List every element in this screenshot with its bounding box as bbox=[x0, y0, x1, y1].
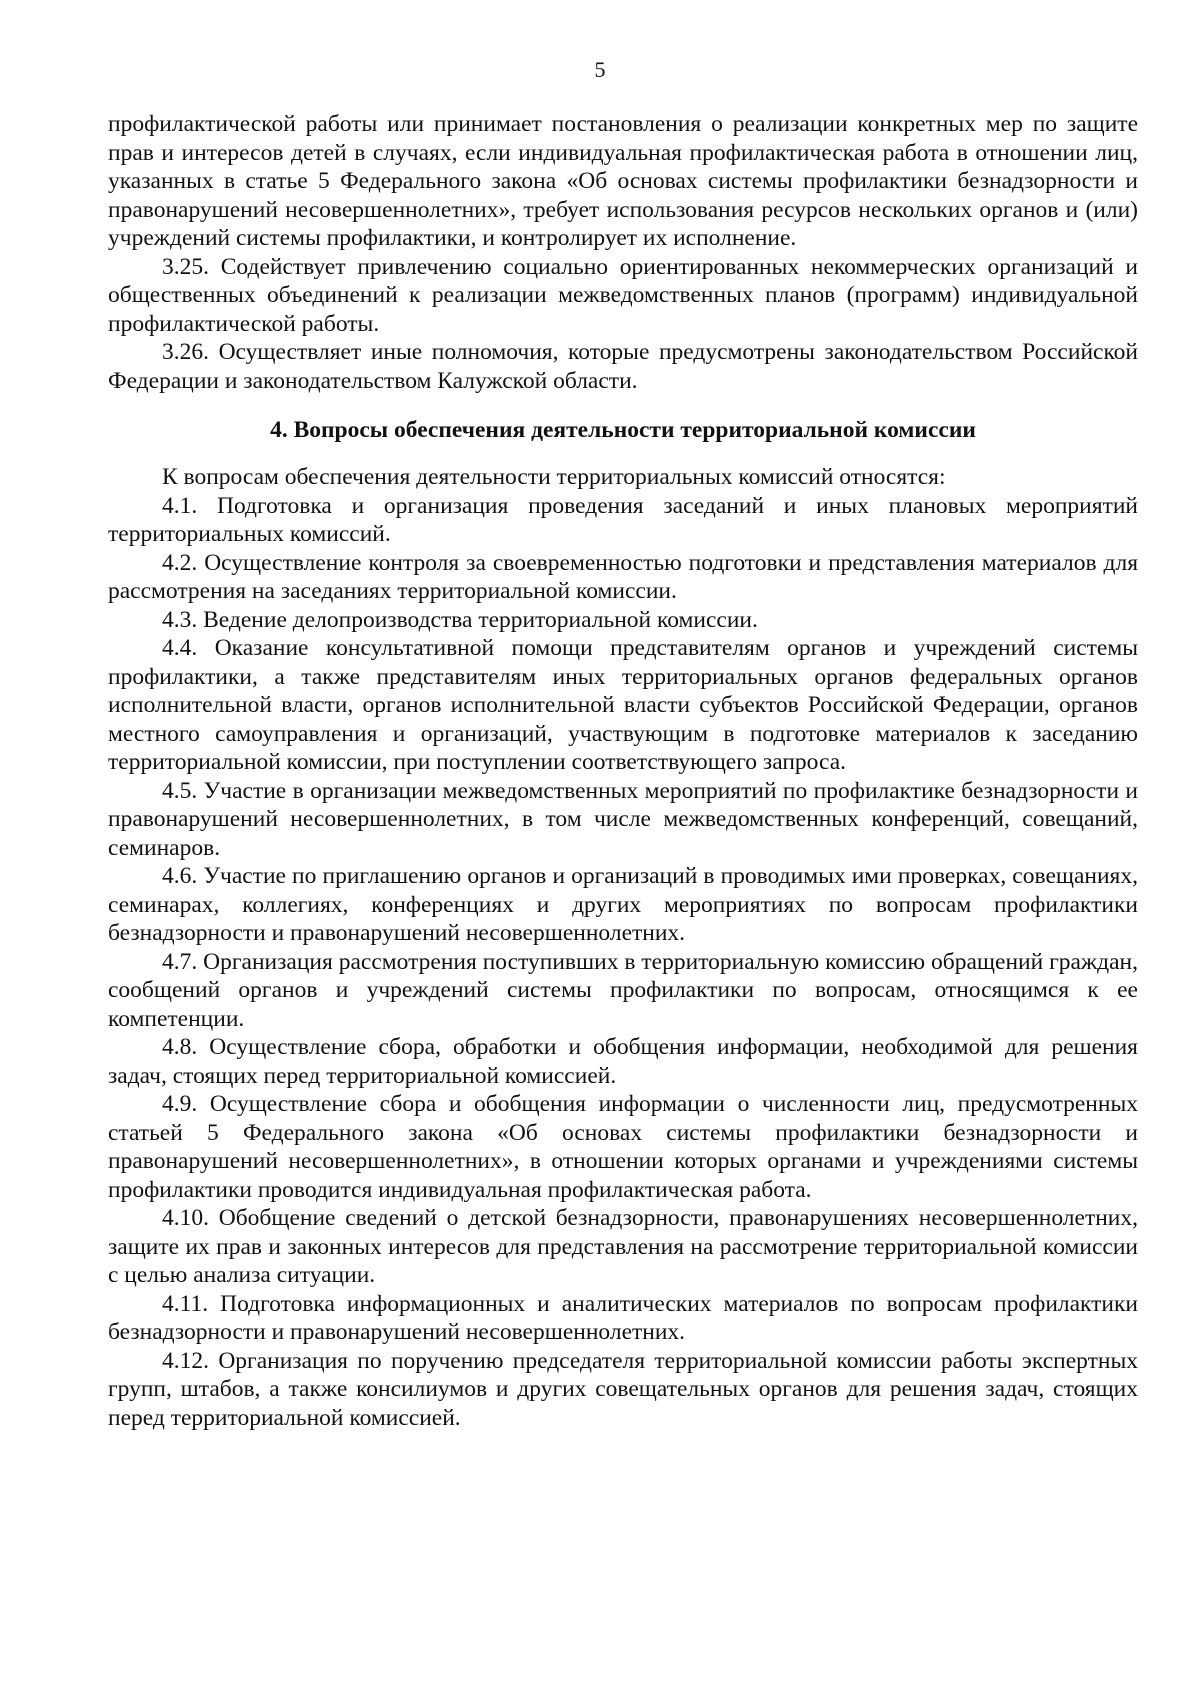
list-item: 4.4. Оказание консультативной помощи представителям органов и учреждений системы профилактики, а также представителям иных территориальных органов федеральных органов исполнительной власти, органов исполнительной власти субъектов Российской Федерации, органов местного самоуправления и организаций, участвующим в подготовке материалов к заседанию территориальной комиссии, при поступлении соответствующего запроса. bbox=[108, 635, 1138, 775]
list-item: 4.3. Ведение делопроизводства территориальной комиссии. bbox=[162, 606, 758, 633]
list-item: 4.11. Подготовка информационных и аналитических материалов по вопросам профилактики безнадзорности и правонарушений несовершеннолетних. bbox=[108, 1290, 1138, 1345]
section-intro: К вопросам обеспечения деятельности территориальных комиссий относятся: bbox=[162, 464, 946, 490]
section-heading: 4. Вопросы обеспечения деятельности территориальной комиссии bbox=[270, 417, 976, 443]
list-item: 4.10. Обобщение сведений о детской безнадзорности, правонарушениях несовершеннолетних, защите их прав и законных интересов для представления на рассмотрение территориальной комиссии с целью анализа ситуации. bbox=[108, 1205, 1138, 1288]
paragraph-3-26: 3.26. Осуществляет иные полномочия, которые предусмотрены законодательством Российской Федерации и законодательством Калужской области. bbox=[108, 339, 1138, 394]
list-item: 4.9. Осуществление сбора и обобщения информации о численности лиц, предусмотренных статьей 5 Федерального закона «Об основах системы профилактики безнадзорности и правонарушений несовершеннолетних», в отношении которых органами и учреждениями системы профилактики проводится индивидуальная профилактическая работа. bbox=[108, 1091, 1138, 1203]
page-number: 5 bbox=[594, 57, 606, 82]
list-item: 4.5. Участие в организации межведомственных мероприятий по профилактике безнадзорности и правонарушений несовершеннолетних, в том числе межведомственных конференций, совещаний, семинаров. bbox=[108, 777, 1138, 861]
list-item: 4.8. Осуществление сбора, обработки и обобщения информации, необходимой для решения задач, стоящих перед территориальной комиссией. bbox=[108, 1034, 1138, 1089]
document-body bbox=[108, 110, 1138, 1432]
list-item: 4.6. Участие по приглашению органов и организаций в проводимых ими проверках, совещаниях, семинарах, коллегиях, конференциях и других мероприятиях по вопросам профилактики безнадзорности и правонарушений несовершеннолетних. bbox=[108, 863, 1138, 946]
list-item: 4.1. Подготовка и организация проведения заседаний и иных плановых мероприятий территориальных комиссий. bbox=[108, 492, 1138, 547]
paragraph-3-25: 3.25. Содействует привлечению социально ориентированных некоммерческих организаций и общественных объединений к реализации межведомственных планов (программ) индивидуальной профилактической работы. bbox=[108, 253, 1138, 337]
section-items-list bbox=[108, 492, 1138, 1433]
list-item: 4.12. Организация по поручению председателя территориальной комиссии работы экспертных групп, штабов, а также консилиумов и других совещательных органов для решения задач, стоящих перед территориальной комиссией. bbox=[108, 1347, 1138, 1431]
list-item: 4.2. Осуществление контроля за своевременностью подготовки и представления материалов для рассмотрения на заседаниях территориальной комиссии. bbox=[108, 549, 1138, 604]
list-item: 4.7. Организация рассмотрения поступивших в территориальную комиссию обращений граждан, сообщений органов и учреждений системы профилактики по вопросам, относящимся к ее компетенции. bbox=[108, 948, 1138, 1032]
paragraph-continuation: профилактической работы или принимает постановления о реализации конкретных мер по защите прав и интересов детей в случаях, если индивидуальная профилактическая работа в отношении лиц, указанных в статье 5 Федерального закона «Об основах системы профилактики безнадзорности и правонарушений несовершеннолетних», требует использования ресурсов нескольких органов и (или) учреждений системы профилактики, и контролирует их исполнение. bbox=[108, 111, 1138, 251]
